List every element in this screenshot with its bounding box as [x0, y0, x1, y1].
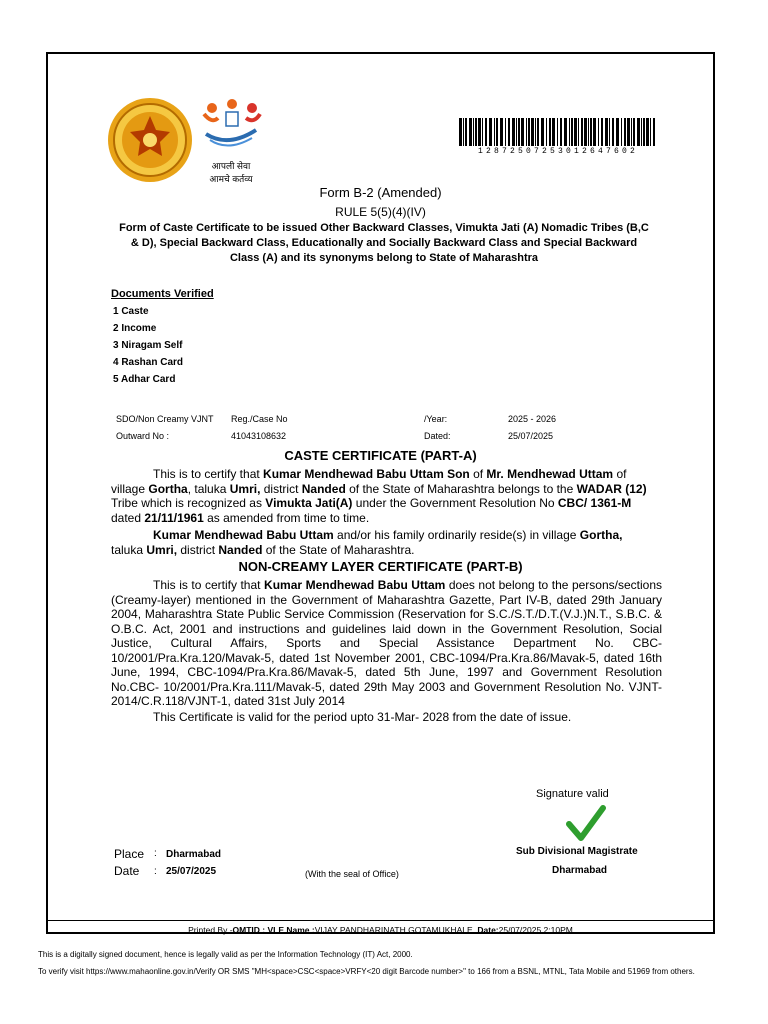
documents-list — [113, 306, 183, 391]
barcode-bar — [609, 118, 610, 146]
barcode-bar — [588, 118, 589, 146]
barcode — [458, 118, 658, 146]
barcode-bar — [549, 118, 551, 146]
place-label: Place — [114, 847, 145, 861]
barcode-bar — [605, 118, 608, 146]
barcode-bar — [590, 118, 592, 146]
seal-note: (With the seal of Office) — [305, 869, 399, 879]
barcode-bar — [571, 118, 573, 146]
footer-divider — [46, 920, 715, 921]
barcode-bar — [637, 118, 640, 146]
barcode-bar — [531, 118, 534, 146]
barcode-bar — [505, 118, 506, 146]
applicant-name: Kumar Mendhewad Babu Uttam — [263, 467, 444, 481]
barcode-bar — [598, 118, 599, 146]
barcode-bar — [463, 118, 464, 146]
barcode-bar — [469, 118, 472, 146]
barcode-bar — [646, 118, 649, 146]
part-a-paragraph-1: This is to certify that Kumar Mendhewad Babu Uttam Son of Mr. Mendhewad Uttam of village Gortha, taluka Umri, district Nanded of the State of Maharashtra belongs to the WADAR (12) Tribe which is recognized as Vimukta Jati(A) under the Government Resolution No CBC/ 1361-M dated 21/11/1961 as amended from time to time. — [111, 467, 647, 525]
barcode-bar — [546, 118, 547, 146]
barcode-bar — [496, 118, 498, 146]
barcode-bar — [643, 118, 645, 146]
barcode-bar — [482, 118, 483, 146]
barcode-bar — [653, 118, 655, 146]
barcode-bar — [459, 118, 462, 146]
barcode-bar — [512, 118, 515, 146]
part-a-paragraph-2: Kumar Mendhewad Babu Uttam and/or his family ordinarily reside(s) in village Gortha, taluka Umri, district Nanded of the State of Maharashtra. — [111, 528, 623, 557]
barcode-bar — [541, 118, 544, 146]
barcode-bar — [581, 118, 583, 146]
barcode-bar — [500, 118, 503, 146]
part-a-heading: CASTE CERTIFICATE (PART-A) — [284, 448, 477, 463]
barcode-bar — [508, 118, 510, 146]
barcode-bar — [564, 118, 567, 146]
date-value: 25/07/2025 — [166, 866, 217, 877]
document-item: 1 Caste — [113, 306, 149, 317]
barcode-bar — [593, 118, 596, 146]
logo-caption-line2: आमचे कर्तव्य — [209, 174, 253, 184]
year-value: 2025 - 2026 — [508, 414, 557, 424]
dated-value: 25/07/2025 — [508, 431, 554, 441]
barcode-bar — [578, 118, 579, 146]
barcode-bar — [633, 118, 635, 146]
barcode-bar — [552, 118, 555, 146]
barcode-bar — [528, 118, 530, 146]
disclaimer-line-2: To verify visit https://www.mahaonline.gov.in/Verify OR SMS "MH<space>CSC<space>VRFY<20 digit Barcode number>" to 166 from a BSNL, MTNL, Tata Mobile and 51969 from others. — [38, 967, 695, 976]
barcode-bar — [616, 118, 619, 146]
place-value: Dharmabad — [166, 849, 222, 860]
document-item: 3 Niragam Self — [113, 340, 183, 351]
aapli-seva-logo — [198, 98, 264, 184]
barcode-bar — [526, 118, 527, 146]
outward-value: 41043108632 — [231, 431, 287, 441]
place-separator: : — [154, 848, 157, 859]
date-separator: : — [154, 866, 157, 877]
barcode-bar — [516, 118, 517, 146]
barcode-bar — [624, 118, 626, 146]
disclaimer-line-1: This is a digitally signed document, hence is legally valid as per the Information Technology (IT) Act, 2000. — [38, 950, 413, 959]
barcode-number: 12872507253012647602 — [477, 147, 638, 156]
printed-by-line: Printed By -OMTID : VLE Name :VIJAY PANDHARINATH GOTAMUKHALE, Date:25/07/2025 2:10PM — [188, 925, 573, 935]
maharashtra-emblem — [106, 96, 194, 184]
logo-caption-line1: आपली सेवा — [211, 161, 251, 171]
form-title: Form B-2 (Amended) — [319, 185, 442, 200]
father-name: Mr. Mendhewad Uttam — [486, 467, 614, 481]
barcode-bar — [478, 118, 481, 146]
document-item: 5 Adhar Card — [113, 374, 176, 385]
year-label: /Year: — [424, 414, 448, 424]
document-item: 4 Rashan Card — [113, 357, 184, 368]
rule-title: RULE 5(5)(4)(IV) — [335, 205, 426, 219]
barcode-bar — [537, 118, 539, 146]
barcode-bar — [584, 118, 587, 146]
barcode-bar — [631, 118, 632, 146]
sdo-label: SDO/Non Creamy VJNT — [116, 414, 214, 424]
barcode-bar — [494, 118, 495, 146]
barcode-bar — [489, 118, 492, 146]
barcode-bar — [485, 118, 487, 146]
documents-heading: Documents Verified — [111, 288, 214, 300]
signature-status: Signature valid — [536, 788, 609, 800]
form-description: Form of Caste Certificate to be issued Other Backward Classes, Vimukta Jati (A) Nomadic Tribes (B,C & D), Special Backward Class, Educationally and Socially Backward Class and Special Backward Class (A) and its synonyms belong to State of Maharashtra — [119, 222, 649, 264]
barcode-bar — [641, 118, 642, 146]
barcode-bar — [518, 118, 520, 146]
reg-case-label: Reg./Case No — [231, 414, 288, 424]
document-item: 2 Income — [113, 323, 157, 334]
barcode-bar — [569, 118, 570, 146]
barcode-bar — [560, 118, 562, 146]
magistrate-designation: Sub Divisional Magistrate — [516, 846, 638, 857]
part-b-paragraph: This is to certify that Kumar Mendhewad Babu Uttam does not belong to the persons/sections (Creamy-layer) mentioned in the Government of Maharashtra Gazette, Part IV-B, dated 29th January 2004, Maharashtra State Public Service Commission (Reservation for S.C./S.T./D.T.(V.J.)N.T., S.B.C. & O.B.C. Act, 2001 and instructions and guidelines laid down in the Government Resolution, Social Justice, Cultural Affairs, Sports and Special Assistance Department No. CBC-10/2001/Pra.Kra.120/Mavak-5, dated 1st November 2001, CBC-1094/Pra.Kra.86/Mavak-5, dated 16th June, 1994, CBC-1094/Pra.Kra.86/Mavak-5, dated 5th June, 1997 and Government Resolution No.CBC- 10/2001/Pra.Kra.111/Mavak-5, dated 29th May 2003 and Government Resolution No. VJNT-2014/C.R.118/VJNT-1, dated 31st July 2014 — [111, 578, 662, 708]
outward-label: Outward No : — [116, 431, 170, 441]
barcode-bar — [473, 118, 474, 146]
barcode-bar — [601, 118, 603, 146]
barcode-bar — [650, 118, 651, 146]
checkmark-icon — [566, 804, 606, 842]
barcode-bar — [612, 118, 614, 146]
validity-statement: This Certificate is valid for the period upto 31-Mar- 2028 from the date of issue. — [153, 710, 572, 724]
dated-label: Dated: — [424, 431, 451, 441]
magistrate-office: Dharmabad — [552, 865, 608, 876]
barcode-bar — [621, 118, 622, 146]
barcode-bar — [574, 118, 577, 146]
barcode-bar — [521, 118, 524, 146]
date-label: Date — [114, 864, 140, 878]
barcode-bar — [535, 118, 536, 146]
barcode-bar — [557, 118, 558, 146]
barcode-bar — [475, 118, 477, 146]
barcode-bar — [465, 118, 467, 146]
barcode-bar — [627, 118, 630, 146]
part-b-heading: NON-CREAMY LAYER CERTIFICATE (PART-B) — [238, 559, 523, 574]
